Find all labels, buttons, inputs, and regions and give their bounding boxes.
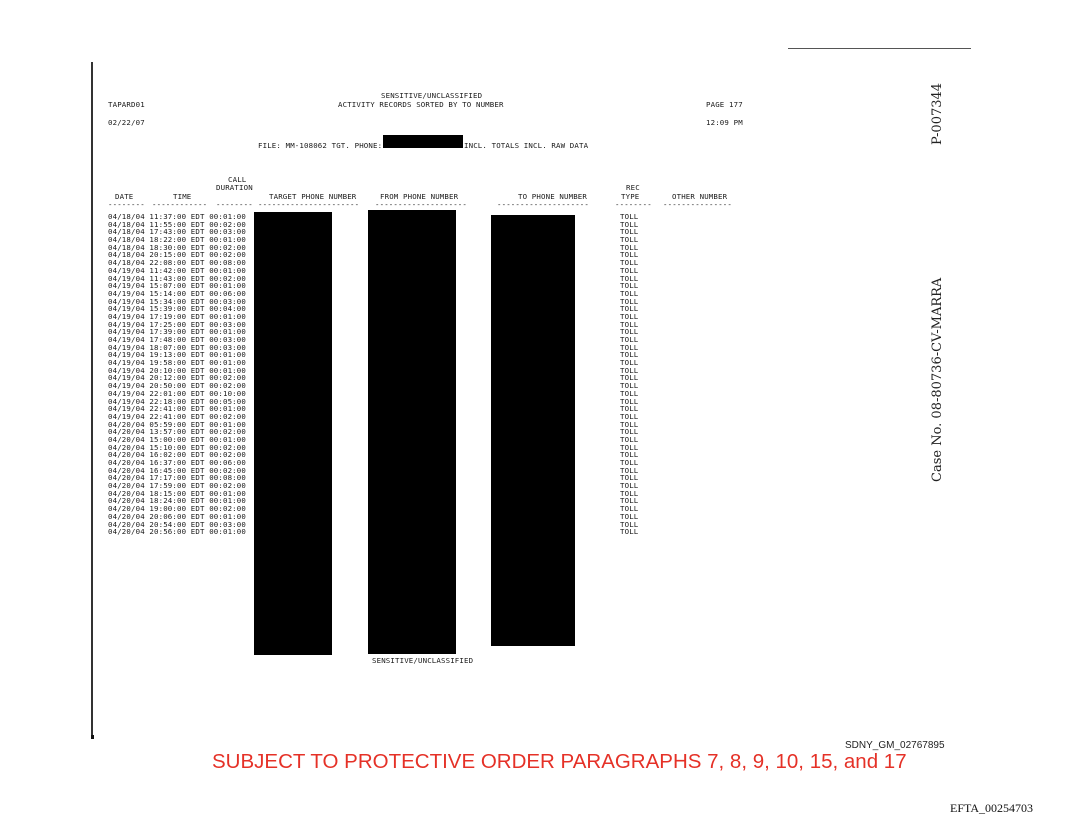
underline-target: ---------------------- xyxy=(258,200,360,209)
record-datetime-duration: 04/18/04 22:08:00 EDT 00:08:00 xyxy=(108,258,246,268)
record-datetime-duration: 04/20/04 18:15:00 EDT 00:01:00 xyxy=(108,488,246,498)
record-rec-type: TOLL xyxy=(620,350,639,360)
record-datetime-duration: 04/18/04 20:15:00 EDT 00:02:00 xyxy=(108,250,246,260)
record-datetime-duration: 04/19/04 20:10:00 EDT 00:01:00 xyxy=(108,365,246,375)
record-rec-type: TOLL xyxy=(620,319,639,329)
underline-to: -------------------- xyxy=(497,200,589,209)
record-datetime-duration: 04/19/04 15:34:00 EDT 00:03:00 xyxy=(108,296,246,306)
record-rec-type: TOLL xyxy=(620,527,639,537)
record-datetime-duration: 04/19/04 17:25:00 EDT 00:03:00 xyxy=(108,319,246,329)
report-date: 02/22/07 xyxy=(108,118,145,127)
record-datetime-duration: 04/19/04 19:13:00 EDT 00:01:00 xyxy=(108,350,246,360)
record-datetime-duration: 04/19/04 22:18:00 EDT 00:05:00 xyxy=(108,396,246,406)
record-rec-type: TOLL xyxy=(620,481,639,491)
record-rec-type: TOLL xyxy=(620,335,639,344)
record-rec-type: TOLL xyxy=(620,304,639,314)
scan-top-rule xyxy=(788,48,971,49)
record-datetime-duration: 04/19/04 17:48:00 EDT 00:03:00 xyxy=(108,335,246,344)
record-datetime-duration: 04/19/04 20:50:00 EDT 00:02:00 xyxy=(108,381,246,391)
underline-rec: -------- xyxy=(615,200,652,209)
record-datetime-duration: 04/20/04 16:02:00 EDT 00:02:00 xyxy=(108,450,246,460)
record-rec-type: TOLL xyxy=(620,396,639,406)
record-rec-type: TOLL xyxy=(620,288,639,298)
record-datetime-duration: 04/20/04 20:54:00 EDT 00:03:00 xyxy=(108,519,246,529)
redacted-from-numbers xyxy=(368,210,456,654)
underline-duration: -------- xyxy=(216,200,253,209)
record-rec-type: TOLL xyxy=(620,265,639,275)
case-number-stamp: Case No. 08-80736-CV-MARRA xyxy=(930,277,945,482)
record-rec-type: TOLL xyxy=(620,242,639,252)
record-datetime-duration: 04/20/04 18:24:00 EDT 00:01:00 xyxy=(108,496,246,506)
record-datetime-duration: 04/19/04 17:19:00 EDT 00:01:00 xyxy=(108,311,246,321)
classification-footer: SENSITIVE/UNCLASSIFIED xyxy=(372,656,474,665)
record-rec-type: TOLL xyxy=(620,465,639,475)
underline-date: -------- xyxy=(108,200,145,209)
record-datetime-duration: 04/18/04 18:30:00 EDT 00:02:00 xyxy=(108,242,246,252)
file-line-prefix: FILE: MM-108062 TGT. PHONE: xyxy=(258,141,383,150)
col-duration-label: DURATION xyxy=(216,183,253,192)
file-line-suffix: INCL. TOTALS INCL. RAW DATA xyxy=(464,141,589,150)
record-rec-type: TOLL xyxy=(620,327,639,337)
record-datetime-duration: 04/19/04 11:43:00 EDT 00:02:00 xyxy=(108,273,246,283)
record-datetime-duration: 04/18/04 11:37:00 EDT 00:01:00 xyxy=(108,212,246,221)
record-datetime-duration: 04/20/04 20:56:00 EDT 00:01:00 xyxy=(108,527,246,537)
record-datetime-duration: 04/20/04 15:00:00 EDT 00:01:00 xyxy=(108,434,246,444)
record-rec-type: TOLL xyxy=(620,511,639,521)
record-rec-type: TOLL xyxy=(620,235,639,245)
record-datetime-duration: 04/19/04 19:58:00 EDT 00:01:00 xyxy=(108,358,246,368)
record-datetime-duration: 04/20/04 16:37:00 EDT 00:06:00 xyxy=(108,458,246,467)
col-call-label: CALL xyxy=(228,175,247,184)
record-datetime-duration: 04/19/04 17:39:00 EDT 00:01:00 xyxy=(108,327,246,337)
record-datetime-duration: 04/19/04 18:07:00 EDT 00:03:00 xyxy=(108,342,246,352)
redacted-target-numbers xyxy=(254,212,332,655)
record-datetime-duration: 04/19/04 15:07:00 EDT 00:01:00 xyxy=(108,281,246,291)
program-id: TAPARD01 xyxy=(108,100,145,109)
record-rec-type: TOLL xyxy=(620,250,639,260)
scan-left-edge xyxy=(91,62,93,737)
report-title: ACTIVITY RECORDS SORTED BY TO NUMBER xyxy=(338,100,504,109)
record-rec-type: TOLL xyxy=(620,442,639,452)
record-rec-type: TOLL xyxy=(620,458,639,467)
record-rec-type: TOLL xyxy=(620,219,639,229)
record-datetime-duration: 04/19/04 15:14:00 EDT 00:06:00 xyxy=(108,288,246,298)
protective-order-notice: SUBJECT TO PROTECTIVE ORDER PARAGRAPHS 7, 8, 9, 10, 15, and 17 xyxy=(212,750,907,773)
record-rec-type: TOLL xyxy=(620,427,639,437)
record-rec-type: TOLL xyxy=(620,296,639,306)
col-from-phone: FROM PHONE NUMBER xyxy=(380,192,459,201)
record-datetime-duration: 04/19/04 15:39:00 EDT 00:04:00 xyxy=(108,304,246,314)
record-rec-type: TOLL xyxy=(620,504,639,514)
col-target-phone: TARGET PHONE NUMBER xyxy=(269,192,357,201)
record-datetime-duration: 04/20/04 16:45:00 EDT 00:02:00 xyxy=(108,465,246,475)
scan-left-mark xyxy=(91,735,94,739)
record-rec-type: TOLL xyxy=(620,419,639,429)
report-time: 12:09 PM xyxy=(706,118,743,127)
record-datetime-duration: 04/20/04 20:06:00 EDT 00:01:00 xyxy=(108,511,246,521)
record-rec-type: TOLL xyxy=(620,404,639,414)
col-time: TIME xyxy=(173,192,192,201)
record-rec-type: TOLL xyxy=(620,488,639,498)
record-rec-type: TOLL xyxy=(620,273,639,283)
record-datetime-duration: 04/20/04 15:10:00 EDT 00:02:00 xyxy=(108,442,246,452)
record-rec-type: TOLL xyxy=(620,450,639,460)
record-datetime-duration: 04/20/04 17:59:00 EDT 00:02:00 xyxy=(108,481,246,491)
col-rec-label: REC xyxy=(626,183,640,192)
col-other-number: OTHER NUMBER xyxy=(672,192,728,201)
record-rec-type: TOLL xyxy=(620,311,639,321)
record-datetime-duration: 04/20/04 13:57:00 EDT 00:02:00 xyxy=(108,427,246,437)
record-rec-type: TOLL xyxy=(620,388,639,398)
record-rec-type: TOLL xyxy=(620,373,639,383)
record-datetime-duration: 04/19/04 11:42:00 EDT 00:01:00 xyxy=(108,265,246,275)
underline-time: ------------ xyxy=(152,200,208,209)
record-rec-type: TOLL xyxy=(620,519,639,529)
classification-header: SENSITIVE/UNCLASSIFIED xyxy=(381,91,483,100)
record-datetime-duration: 04/19/04 22:41:00 EDT 00:02:00 xyxy=(108,411,246,421)
record-rec-type: TOLL xyxy=(620,434,639,444)
exhibit-stamp: P-007344 xyxy=(930,82,945,145)
page-number: PAGE 177 xyxy=(706,100,743,109)
record-rec-type: TOLL xyxy=(620,227,639,237)
record-rec-type: TOLL xyxy=(620,365,639,375)
redacted-target-phone xyxy=(383,135,463,148)
record-datetime-duration: 04/20/04 17:17:00 EDT 00:08:00 xyxy=(108,473,246,483)
record-rec-type: TOLL xyxy=(620,473,639,483)
redacted-to-numbers xyxy=(491,215,575,646)
call-records-type xyxy=(620,213,638,536)
record-rec-type: TOLL xyxy=(620,212,639,221)
record-datetime-duration: 04/19/04 22:01:00 EDT 00:10:00 xyxy=(108,388,246,398)
col-date: DATE xyxy=(115,192,134,201)
underline-other: --------------- xyxy=(663,200,732,209)
record-rec-type: TOLL xyxy=(620,411,639,421)
record-rec-type: TOLL xyxy=(620,381,639,391)
col-rec-type: TYPE xyxy=(621,192,640,201)
record-datetime-duration: 04/20/04 05:59:00 EDT 00:01:00 xyxy=(108,419,246,429)
record-datetime-duration: 04/20/04 19:00:00 EDT 00:02:00 xyxy=(108,504,246,514)
record-datetime-duration: 04/18/04 18:22:00 EDT 00:01:00 xyxy=(108,235,246,245)
record-rec-type: TOLL xyxy=(620,258,639,268)
record-datetime-duration: 04/18/04 17:43:00 EDT 00:03:00 xyxy=(108,227,246,237)
record-rec-type: TOLL xyxy=(620,358,639,368)
efta-number: EFTA_00254703 xyxy=(950,801,1034,815)
record-datetime-duration: 04/18/04 11:55:00 EDT 00:02:00 xyxy=(108,219,246,229)
underline-from: -------------------- xyxy=(375,200,467,209)
record-rec-type: TOLL xyxy=(620,281,639,291)
record-datetime-duration: 04/19/04 22:41:00 EDT 00:01:00 xyxy=(108,404,246,414)
record-rec-type: TOLL xyxy=(620,342,639,352)
call-records-datetime xyxy=(108,213,246,536)
record-rec-type: TOLL xyxy=(620,496,639,506)
col-to-phone: TO PHONE NUMBER xyxy=(518,192,587,201)
record-datetime-duration: 04/19/04 20:12:00 EDT 00:02:00 xyxy=(108,373,246,383)
bates-number: SDNY_GM_02767895 xyxy=(845,740,945,751)
